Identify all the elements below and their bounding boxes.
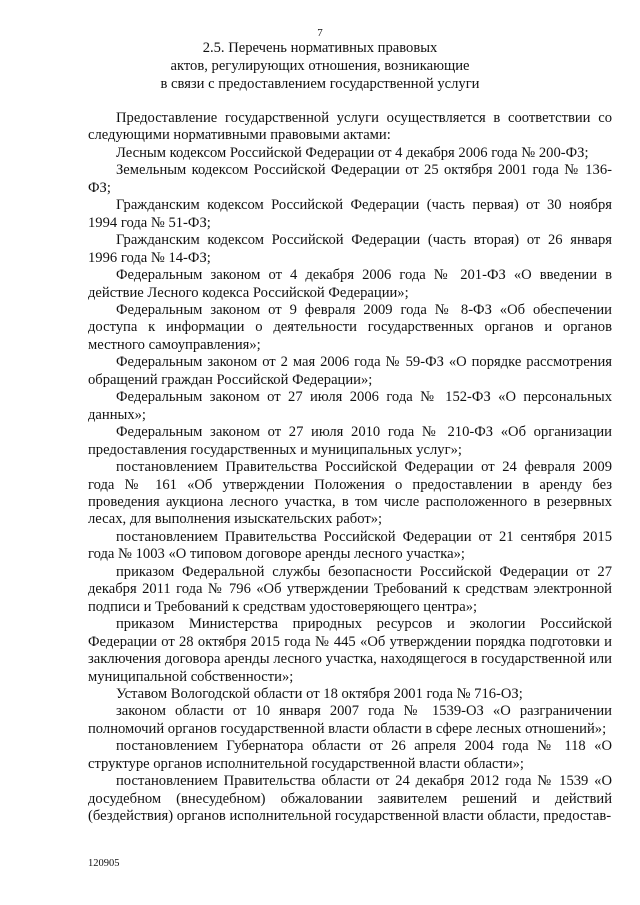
act-item: постановлением Правительства области от 24 декабря 2012 года № 1539 «О досудебном (внесудебном) обжаловании заявителем решений и действий (бездействия) органов исполнительной государственной власти области, предостав- bbox=[88, 773, 612, 825]
act-item: постановлением Правительства Российской Федерации от 21 сентября 2015 года № 1003 «О типовом договоре аренды лесного участка»; bbox=[88, 528, 612, 563]
act-item: Уставом Вологодской области от 18 октября 2001 года № 716-ОЗ; bbox=[116, 685, 523, 702]
act-item: Гражданским кодексом Российской Федерации (часть вторая) от 26 января 1996 года № 14-ФЗ; bbox=[88, 232, 612, 266]
page-number: 7 bbox=[317, 27, 323, 39]
section-heading bbox=[110, 39, 530, 93]
act-item: Федеральным законом от 27 июля 2010 года № 210-ФЗ «Об организации предоставления государственных и муниципальных услуг»; bbox=[88, 424, 612, 458]
act-item: приказом Министерства природных ресурсов и экологии Российской Федерации от 28 октября 2015 года № 445 «Об утверждении порядка подготовки и заключения договора аренды лесного участка, находящегося в государственной или муниципальной собственности»; bbox=[88, 616, 612, 685]
document-code: 120905 bbox=[88, 858, 120, 869]
act-item: законом области от 10 января 2007 года № 1539-ОЗ «О разграничении полномочий органов государственной власти области в сфере лесных отношений»; bbox=[88, 703, 612, 737]
heading-line: актов, регулирующих отношения, возникающие bbox=[170, 58, 470, 74]
act-item: Гражданским кодексом Российской Федерации (часть первая) от 30 ноября 1994 года № 51-ФЗ; bbox=[88, 197, 612, 231]
act-item: Земельным кодексом Российской Федерации от 25 октября 2001 года № 136-ФЗ; bbox=[88, 162, 612, 196]
act-item: постановлением Правительства Российской Федерации от 24 февраля 2009 года № 161 «Об утверждении Положения о предоставлении в аренду без проведения аукциона лесного участка, в том числе расположенного в резервных лесах, для выполнения изыскательских работ»; bbox=[88, 459, 612, 528]
heading-line: в связи с предоставлением государственной услуги bbox=[160, 76, 480, 92]
act-item: приказом Федеральной службы безопасности Российской Федерации от 27 декабря 2011 года № 796 «Об утверждении Требований к средствам электронной подписи и Требований к средствам удостоверяющего центра»; bbox=[88, 563, 612, 615]
intro-paragraph: Предоставление государственной услуги осуществляется в соответствии со следующими нормативными правовыми актами: bbox=[88, 110, 612, 144]
act-item: Федеральным законом от 27 июля 2006 года № 152-ФЗ «О персональных данных»; bbox=[88, 389, 612, 423]
document-body bbox=[88, 110, 612, 826]
act-item: постановлением Губернатора области от 26 апреля 2004 года № 118 «О структуре органов исполнительной государственной власти области»; bbox=[88, 738, 612, 772]
heading-line: 2.5. Перечень нормативных правовых bbox=[202, 40, 438, 56]
act-item: Федеральным законом от 2 мая 2006 года № 59-ФЗ «О порядке рассмотрения обращений граждан Российской Федерации»; bbox=[88, 354, 612, 388]
act-item: Федеральным законом от 9 февраля 2009 года № 8-ФЗ «Об обеспечении доступа к информации о деятельности государственных органов и органов местного самоуправления»; bbox=[88, 301, 612, 353]
act-item: Лесным кодексом Российской Федерации от 4 декабря 2006 года № 200-ФЗ; bbox=[116, 144, 589, 161]
act-item: Федеральным законом от 4 декабря 2006 года № 201-ФЗ «О введении в действие Лесного кодекса Российской Федерации»; bbox=[88, 267, 612, 301]
